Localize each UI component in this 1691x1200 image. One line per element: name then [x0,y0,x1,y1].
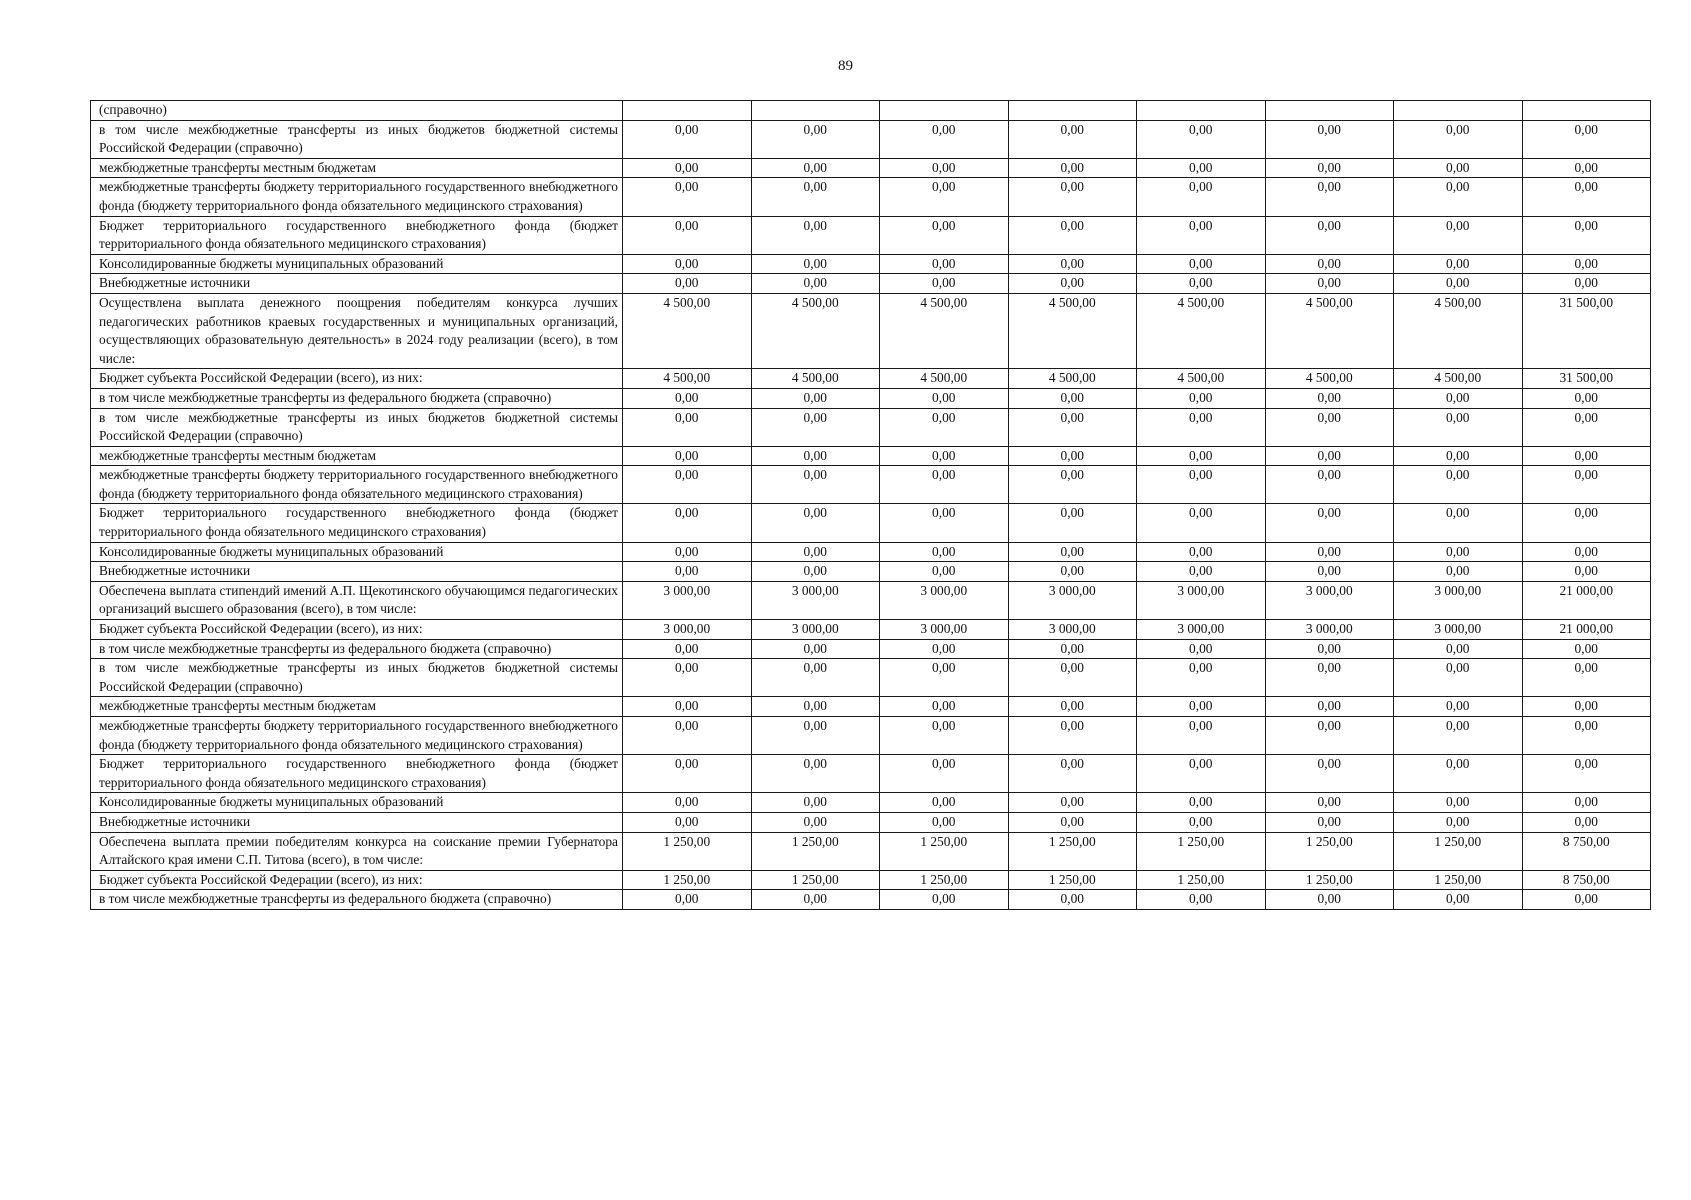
table-row [91,812,1651,832]
value-cell: 0,00 [1394,542,1523,562]
row-label: Внебюджетные источники [91,274,623,294]
table-row [91,274,1651,294]
value-cell: 0,00 [1394,158,1523,178]
value-cell: 0,00 [880,216,1009,254]
value-cell: 0,00 [1522,639,1651,659]
value-cell: 0,00 [1137,408,1266,446]
value-cell: 0,00 [1008,755,1137,793]
value-cell: 0,00 [623,216,752,254]
value-cell: 1 250,00 [751,832,880,870]
value-cell: 1 250,00 [1137,870,1266,890]
table-row [91,542,1651,562]
value-cell: 0,00 [751,466,880,504]
value-cell: 1 250,00 [880,870,1009,890]
value-cell: 0,00 [880,254,1009,274]
value-cell: 4 500,00 [1137,293,1266,368]
value-cell: 31 500,00 [1522,369,1651,389]
value-cell: 0,00 [880,542,1009,562]
value-cell: 3 000,00 [1394,581,1523,619]
value-cell: 0,00 [1265,755,1394,793]
value-cell: 0,00 [751,158,880,178]
value-cell: 0,00 [1394,697,1523,717]
value-cell: 0,00 [1008,408,1137,446]
table-row [91,254,1651,274]
value-cell: 21 000,00 [1522,620,1651,640]
value-cell: 0,00 [751,408,880,446]
value-cell [1137,101,1266,121]
table-row [91,408,1651,446]
value-cell: 0,00 [1265,254,1394,274]
value-cell: 0,00 [1265,542,1394,562]
row-label: Обеспечена выплата премии победителям конкурса на соискание премии Губернатора Алтайского края имени С.П. Титова (всего), в том числе: [91,832,623,870]
value-cell: 0,00 [1265,158,1394,178]
value-cell: 0,00 [880,639,1009,659]
value-cell: 0,00 [623,254,752,274]
value-cell: 0,00 [751,216,880,254]
value-cell: 0,00 [1522,158,1651,178]
row-label: Консолидированные бюджеты муниципальных образований [91,542,623,562]
row-label: в том числе межбюджетные трансферты из иных бюджетов бюджетной системы Российской Федерации (справочно) [91,659,623,697]
value-cell: 0,00 [1137,542,1266,562]
value-cell: 0,00 [880,274,1009,294]
value-cell: 3 000,00 [1137,620,1266,640]
value-cell: 0,00 [751,274,880,294]
value-cell: 0,00 [1008,562,1137,582]
value-cell: 0,00 [1522,504,1651,542]
value-cell: 0,00 [880,446,1009,466]
value-cell: 4 500,00 [1008,369,1137,389]
table-row [91,562,1651,582]
value-cell: 0,00 [1394,388,1523,408]
row-label: в том числе межбюджетные трансферты из иных бюджетов бюджетной системы Российской Федерации (справочно) [91,120,623,158]
value-cell [1265,101,1394,121]
value-cell: 4 500,00 [1265,369,1394,389]
value-cell: 0,00 [1522,254,1651,274]
value-cell: 0,00 [623,178,752,216]
value-cell: 0,00 [1522,178,1651,216]
value-cell: 0,00 [1265,717,1394,755]
value-cell: 0,00 [751,717,880,755]
value-cell: 0,00 [1137,254,1266,274]
value-cell: 1 250,00 [1394,832,1523,870]
value-cell: 0,00 [623,755,752,793]
value-cell: 0,00 [1265,659,1394,697]
value-cell: 0,00 [1137,120,1266,158]
row-label: Внебюджетные источники [91,562,623,582]
value-cell: 0,00 [1008,178,1137,216]
value-cell: 0,00 [1008,717,1137,755]
value-cell: 0,00 [1522,446,1651,466]
table-row [91,293,1651,368]
value-cell: 0,00 [1137,639,1266,659]
value-cell: 4 500,00 [751,369,880,389]
table-row [91,870,1651,890]
value-cell: 21 000,00 [1522,581,1651,619]
value-cell: 0,00 [880,755,1009,793]
value-cell: 0,00 [1394,178,1523,216]
row-label: Бюджет субъекта Российской Федерации (всего), из них: [91,369,623,389]
table-row [91,620,1651,640]
value-cell: 4 500,00 [1137,369,1266,389]
table-row [91,120,1651,158]
value-cell: 0,00 [880,408,1009,446]
value-cell: 4 500,00 [1008,293,1137,368]
value-cell: 0,00 [1137,158,1266,178]
value-cell: 0,00 [1137,659,1266,697]
row-label: (справочно) [91,101,623,121]
value-cell: 3 000,00 [751,581,880,619]
row-label: межбюджетные трансферты бюджету территориального государственного внебюджетного фонда (бюджету территориального фонда обязательного медицинского страхования) [91,466,623,504]
value-cell: 0,00 [1137,178,1266,216]
value-cell [1394,101,1523,121]
value-cell: 0,00 [1522,388,1651,408]
row-label: Внебюджетные источники [91,812,623,832]
value-cell: 0,00 [623,542,752,562]
value-cell: 0,00 [880,466,1009,504]
value-cell: 3 000,00 [1008,620,1137,640]
value-cell: 0,00 [1008,504,1137,542]
value-cell: 0,00 [623,793,752,813]
value-cell: 0,00 [1522,717,1651,755]
table-row [91,581,1651,619]
value-cell: 0,00 [1394,216,1523,254]
value-cell: 0,00 [751,504,880,542]
value-cell: 0,00 [880,659,1009,697]
value-cell: 0,00 [1394,755,1523,793]
value-cell: 1 250,00 [1008,832,1137,870]
value-cell: 1 250,00 [1394,870,1523,890]
value-cell: 0,00 [751,562,880,582]
value-cell: 0,00 [880,562,1009,582]
value-cell: 0,00 [1137,216,1266,254]
value-cell: 0,00 [1522,755,1651,793]
value-cell: 0,00 [1265,274,1394,294]
value-cell: 0,00 [751,120,880,158]
row-label: Бюджет субъекта Российской Федерации (всего), из них: [91,870,623,890]
row-label: Консолидированные бюджеты муниципальных образований [91,793,623,813]
value-cell: 0,00 [1394,274,1523,294]
budget-table [90,100,1651,910]
value-cell: 0,00 [1137,890,1266,910]
value-cell: 0,00 [1522,274,1651,294]
value-cell: 0,00 [623,504,752,542]
value-cell [751,101,880,121]
table-row [91,466,1651,504]
value-cell: 0,00 [1522,659,1651,697]
value-cell: 4 500,00 [623,293,752,368]
row-label: межбюджетные трансферты бюджету территориального государственного внебюджетного фонда (бюджету территориального фонда обязательного медицинского страхования) [91,717,623,755]
value-cell: 0,00 [1008,120,1137,158]
value-cell: 3 000,00 [623,581,752,619]
value-cell: 0,00 [1522,542,1651,562]
value-cell: 0,00 [1522,466,1651,504]
value-cell: 0,00 [623,562,752,582]
row-label: в том числе межбюджетные трансферты из федерального бюджета (справочно) [91,890,623,910]
value-cell: 0,00 [623,408,752,446]
value-cell: 3 000,00 [1008,581,1137,619]
value-cell: 0,00 [1137,562,1266,582]
value-cell: 1 250,00 [1265,832,1394,870]
value-cell: 0,00 [1394,466,1523,504]
value-cell: 0,00 [1008,216,1137,254]
value-cell: 0,00 [1522,697,1651,717]
value-cell: 0,00 [880,717,1009,755]
value-cell: 4 500,00 [1265,293,1394,368]
value-cell: 3 000,00 [1394,620,1523,640]
value-cell: 0,00 [623,274,752,294]
value-cell: 0,00 [623,890,752,910]
table-row [91,639,1651,659]
value-cell: 0,00 [1394,659,1523,697]
value-cell: 0,00 [1522,890,1651,910]
value-cell: 0,00 [751,793,880,813]
value-cell: 0,00 [1265,562,1394,582]
table-row [91,158,1651,178]
value-cell: 0,00 [1394,446,1523,466]
value-cell: 0,00 [1137,812,1266,832]
value-cell: 0,00 [880,178,1009,216]
value-cell: 3 000,00 [880,581,1009,619]
value-cell: 0,00 [1265,793,1394,813]
value-cell: 0,00 [1008,274,1137,294]
value-cell: 0,00 [1137,717,1266,755]
value-cell: 0,00 [1394,562,1523,582]
value-cell: 0,00 [1394,793,1523,813]
value-cell: 3 000,00 [1265,620,1394,640]
value-cell: 0,00 [751,639,880,659]
value-cell: 0,00 [623,717,752,755]
value-cell: 31 500,00 [1522,293,1651,368]
row-label: Бюджет субъекта Российской Федерации (всего), из них: [91,620,623,640]
table-row [91,793,1651,813]
value-cell: 0,00 [1265,466,1394,504]
value-cell: 0,00 [1265,216,1394,254]
value-cell: 0,00 [1008,158,1137,178]
value-cell: 0,00 [751,812,880,832]
row-label: Бюджет территориального государственного внебюджетного фонда (бюджет территориального фонда обязательного медицинского страхования) [91,216,623,254]
row-label: Бюджет территориального государственного внебюджетного фонда (бюджет территориального фонда обязательного медицинского страхования) [91,755,623,793]
value-cell: 0,00 [751,178,880,216]
table-row [91,369,1651,389]
value-cell: 1 250,00 [1137,832,1266,870]
value-cell: 0,00 [1265,697,1394,717]
table-row [91,717,1651,755]
value-cell: 0,00 [1522,793,1651,813]
row-label: Осуществлена выплата денежного поощрения победителям конкурса лучших педагогических работников краевых государственных и муниципальных организаций, осуществляющих образовательную деятельность» в 2024 году реализации (всего), в том числе: [91,293,623,368]
value-cell: 4 500,00 [880,369,1009,389]
row-label: межбюджетные трансферты местным бюджетам [91,158,623,178]
value-cell: 0,00 [1265,178,1394,216]
row-label: межбюджетные трансферты местным бюджетам [91,446,623,466]
value-cell: 0,00 [1008,254,1137,274]
value-cell: 0,00 [880,697,1009,717]
value-cell: 3 000,00 [1265,581,1394,619]
value-cell: 0,00 [1137,274,1266,294]
value-cell: 1 250,00 [880,832,1009,870]
table-body [91,101,1651,910]
value-cell: 0,00 [751,659,880,697]
value-cell: 0,00 [623,466,752,504]
row-label: Консолидированные бюджеты муниципальных образований [91,254,623,274]
value-cell: 0,00 [1137,388,1266,408]
value-cell: 0,00 [1394,120,1523,158]
value-cell: 0,00 [1008,697,1137,717]
value-cell: 0,00 [1265,812,1394,832]
value-cell: 0,00 [623,388,752,408]
value-cell: 0,00 [1394,408,1523,446]
value-cell [623,101,752,121]
value-cell: 0,00 [1137,466,1266,504]
value-cell: 0,00 [1394,890,1523,910]
value-cell: 8 750,00 [1522,832,1651,870]
value-cell: 0,00 [1265,408,1394,446]
value-cell: 0,00 [1522,562,1651,582]
value-cell: 0,00 [1008,812,1137,832]
value-cell: 0,00 [1008,890,1137,910]
value-cell: 3 000,00 [1137,581,1266,619]
value-cell: 0,00 [880,890,1009,910]
value-cell: 0,00 [623,446,752,466]
value-cell: 1 250,00 [623,870,752,890]
table-row [91,388,1651,408]
value-cell: 0,00 [1008,542,1137,562]
value-cell: 0,00 [1008,639,1137,659]
table-row [91,755,1651,793]
value-cell: 0,00 [1137,504,1266,542]
value-cell: 0,00 [1137,793,1266,813]
value-cell: 0,00 [751,697,880,717]
value-cell: 8 750,00 [1522,870,1651,890]
value-cell: 0,00 [751,254,880,274]
row-label: межбюджетные трансферты местным бюджетам [91,697,623,717]
value-cell: 0,00 [1008,388,1137,408]
row-label: в том числе межбюджетные трансферты из иных бюджетов бюджетной системы Российской Федерации (справочно) [91,408,623,446]
value-cell: 0,00 [751,446,880,466]
value-cell: 0,00 [1137,446,1266,466]
value-cell: 0,00 [623,639,752,659]
table-row [91,216,1651,254]
value-cell: 0,00 [880,158,1009,178]
value-cell: 0,00 [1265,890,1394,910]
value-cell: 0,00 [1137,755,1266,793]
value-cell: 0,00 [1394,812,1523,832]
table-row [91,504,1651,542]
value-cell: 0,00 [623,659,752,697]
value-cell: 0,00 [1265,446,1394,466]
value-cell: 0,00 [1265,120,1394,158]
value-cell: 4 500,00 [1394,369,1523,389]
page-number: 89 [838,58,853,74]
value-cell: 0,00 [1008,446,1137,466]
value-cell: 0,00 [1394,639,1523,659]
value-cell: 0,00 [1137,697,1266,717]
value-cell: 3 000,00 [880,620,1009,640]
row-label: в том числе межбюджетные трансферты из федерального бюджета (справочно) [91,388,623,408]
row-label: межбюджетные трансферты бюджету территориального государственного внебюджетного фонда (бюджету территориального фонда обязательного медицинского страхования) [91,178,623,216]
row-label: Обеспечена выплата стипендий имений А.П. Щекотинского обучающимся педагогических организаций высшего образования (всего), в том числе: [91,581,623,619]
value-cell: 4 500,00 [751,293,880,368]
table-row [91,659,1651,697]
value-cell [1522,101,1651,121]
value-cell: 1 250,00 [1008,870,1137,890]
table-row [91,101,1651,121]
value-cell: 0,00 [880,793,1009,813]
value-cell: 0,00 [1265,504,1394,542]
value-cell: 0,00 [623,812,752,832]
value-cell: 1 250,00 [623,832,752,870]
value-cell: 0,00 [1522,120,1651,158]
value-cell: 0,00 [1522,216,1651,254]
value-cell: 0,00 [623,697,752,717]
row-label: Бюджет территориального государственного внебюджетного фонда (бюджет территориального фонда обязательного медицинского страхования) [91,504,623,542]
value-cell: 0,00 [1008,466,1137,504]
value-cell: 0,00 [1522,408,1651,446]
value-cell: 0,00 [1265,639,1394,659]
value-cell: 0,00 [880,812,1009,832]
table-row [91,178,1651,216]
value-cell: 4 500,00 [1394,293,1523,368]
table-row [91,832,1651,870]
value-cell [880,101,1009,121]
value-cell: 0,00 [751,890,880,910]
value-cell: 0,00 [751,542,880,562]
value-cell: 0,00 [880,120,1009,158]
value-cell: 0,00 [1394,717,1523,755]
value-cell: 0,00 [751,755,880,793]
value-cell: 1 250,00 [751,870,880,890]
value-cell: 0,00 [1394,254,1523,274]
value-cell: 0,00 [1008,659,1137,697]
value-cell: 0,00 [880,388,1009,408]
table-row [91,697,1651,717]
value-cell: 4 500,00 [880,293,1009,368]
value-cell: 0,00 [623,120,752,158]
value-cell: 0,00 [880,504,1009,542]
table-row [91,890,1651,910]
value-cell: 0,00 [1394,504,1523,542]
row-label: в том числе межбюджетные трансферты из федерального бюджета (справочно) [91,639,623,659]
value-cell: 0,00 [1522,812,1651,832]
table-row [91,446,1651,466]
value-cell: 4 500,00 [623,369,752,389]
value-cell: 0,00 [1265,388,1394,408]
value-cell: 0,00 [1008,793,1137,813]
value-cell: 3 000,00 [623,620,752,640]
value-cell: 0,00 [623,158,752,178]
value-cell [1008,101,1137,121]
value-cell: 3 000,00 [751,620,880,640]
value-cell: 0,00 [751,388,880,408]
value-cell: 1 250,00 [1265,870,1394,890]
